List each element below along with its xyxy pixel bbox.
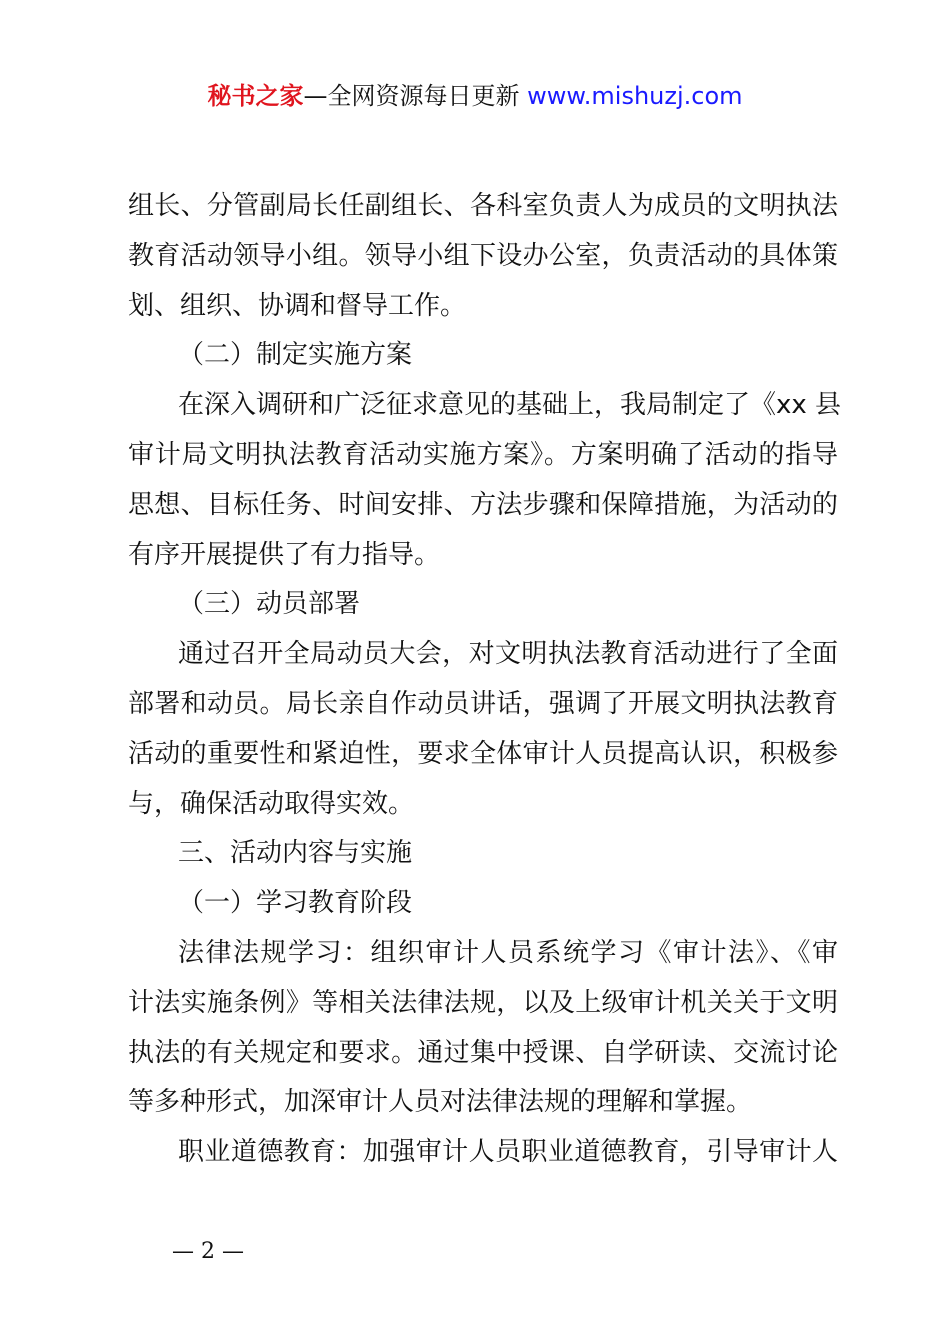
- paragraph-line: 有序开展提供了有力指导。: [128, 539, 441, 570]
- site-url-link[interactable]: www.mishuzj.com: [527, 82, 743, 110]
- paragraph-line: 审计局文明执法教育活动实施方案》。方案明确了活动的指导: [128, 439, 838, 470]
- paragraph-line: 与，确保活动取得实效。: [128, 788, 415, 819]
- paragraph-line: 等多种形式，加深审计人员对法律法规的理解和掌握。: [128, 1087, 753, 1118]
- paragraph-line: 在深入调研和广泛征求意见的基础上，我局制定了《xx 县: [178, 390, 842, 421]
- section-heading: （二）制定实施方案: [178, 340, 413, 371]
- section-heading: 三、活动内容与实施: [178, 838, 413, 869]
- site-header: [0, 80, 950, 112]
- paragraph-line: 职业道德教育：加强审计人员职业道德教育，引导审计人: [178, 1137, 838, 1168]
- section-heading: （一）学习教育阶段: [178, 888, 413, 919]
- paragraph-line: 教育活动领导小组。领导小组下设办公室，负责活动的具体策: [128, 240, 838, 271]
- paragraph-line: 组长、分管副局长任副组长、各科室负责人为成员的文明执法: [128, 191, 838, 221]
- paragraph-line: 部署和动员。局长亲自作动员讲话，强调了开展文明执法教育: [128, 688, 838, 719]
- paragraph-line: 执法的有关规定和要求。通过集中授课、自学研读、交流讨论: [128, 1037, 838, 1068]
- document-body: [128, 182, 842, 1178]
- site-brand: 秘书之家: [207, 82, 304, 110]
- paragraph-line: 计法实施条例》等相关法律法规，以及上级审计机关关于文明: [128, 987, 838, 1018]
- site-tagline: —全网资源每日更新: [303, 82, 528, 110]
- paragraph-line: 通过召开全局动员大会，对文明执法教育活动进行了全面: [178, 639, 838, 670]
- paragraph-line: 法律法规学习：组织审计人员系统学习《审计法》、《审: [178, 937, 838, 968]
- page-number: — 2 —: [172, 1239, 244, 1264]
- paragraph-line: 思想、目标任务、时间安排、方法步骤和保障措施，为活动的: [128, 489, 838, 520]
- section-heading: （三）动员部署: [178, 589, 361, 620]
- paragraph-line: 划、组织、协调和督导工作。: [128, 290, 467, 321]
- paragraph-line: 活动的重要性和紧迫性，要求全体审计人员提高认识，积极参: [128, 738, 838, 769]
